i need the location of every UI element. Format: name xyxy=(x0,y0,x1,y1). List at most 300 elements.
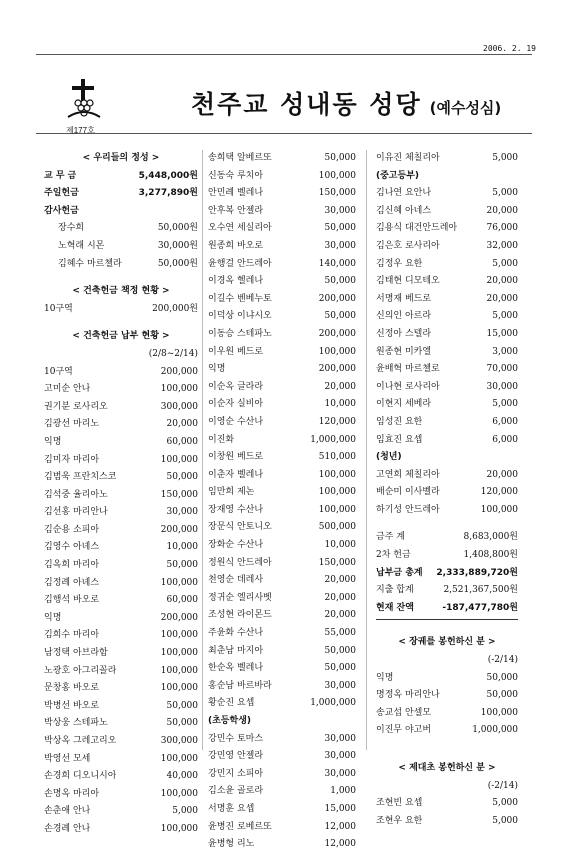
offering-row xyxy=(376,344,518,362)
donation-amount: 100,000 xyxy=(160,823,198,834)
offering-row xyxy=(208,256,356,274)
donor-name: 신의인 아르라 xyxy=(376,311,432,322)
donor-name: 이춘자 벨레나 xyxy=(208,469,264,480)
donation-amount: 1,408,800원 xyxy=(463,550,518,561)
offering-row xyxy=(208,643,356,661)
donor-name: 정귀순 엘리사벳 xyxy=(208,592,272,603)
newsletter-header xyxy=(36,54,532,134)
donation-amount: 100,000 xyxy=(318,504,356,515)
offering-row xyxy=(208,467,356,485)
donor-name: 고연희 체칠리아 xyxy=(376,469,440,480)
donation-amount: 150,000 xyxy=(318,188,356,199)
donation-amount: 100,000 xyxy=(160,753,198,764)
donor-name: 강민수 토마스 xyxy=(208,733,264,744)
offering-row xyxy=(376,256,518,274)
donation-amount: 510,000 xyxy=(318,452,356,463)
donor-name: 윤병진 로베르또 xyxy=(208,821,272,832)
donor-name: 임만희 제논 xyxy=(208,487,255,498)
donor-name: 조성현 라이몬드 xyxy=(208,610,272,621)
offering-row xyxy=(208,519,356,537)
offering-row xyxy=(44,256,198,274)
offering-row xyxy=(208,766,356,784)
offering-row xyxy=(376,795,518,813)
offering-row xyxy=(376,379,518,397)
donor-name: 윤배혁 마르첼로 xyxy=(376,364,440,375)
donation-amount: 50,000 xyxy=(486,672,518,683)
offering-row xyxy=(376,687,518,705)
offering-row xyxy=(208,308,356,326)
donation-amount: 5,000 xyxy=(492,399,518,410)
offering-row xyxy=(376,220,518,238)
spacer xyxy=(376,740,518,750)
donor-name: 조현빈 요셉 xyxy=(376,798,423,809)
offering-row xyxy=(376,238,518,256)
donor-name: 이영순 수산나 xyxy=(208,416,264,427)
donor-name: 현재 잔액 xyxy=(376,602,414,613)
issue-date: 2006. 2. 19 xyxy=(483,44,536,53)
donation-amount: 15,000 xyxy=(486,328,518,339)
divider-line xyxy=(202,150,203,750)
donor-name: 박병선 바오로 xyxy=(44,700,100,711)
donor-name: 장재영 수산나 xyxy=(208,504,264,515)
donation-amount: 5,000 xyxy=(492,311,518,322)
offering-row xyxy=(208,185,356,203)
donor-name: 안후복 안젤라 xyxy=(208,205,264,216)
donor-name: 주일헌금 xyxy=(44,188,79,199)
offering-row xyxy=(208,220,356,238)
date-range-note: (-2/14) xyxy=(487,780,518,791)
donor-name: 교 무 금 xyxy=(44,170,77,181)
offering-row xyxy=(44,698,198,716)
donor-name: 김나연 요안나 xyxy=(376,188,432,199)
donor-name: 이길수 벤베누토 xyxy=(208,293,272,304)
offering-row xyxy=(376,670,518,688)
offering-row xyxy=(376,484,518,502)
offering-row xyxy=(208,238,356,256)
donation-amount: 100,000 xyxy=(318,346,356,357)
spacer xyxy=(44,273,198,283)
donor-name: 10구역 xyxy=(44,303,73,314)
donor-name: 김행석 바오로 xyxy=(44,595,100,606)
donation-amount: 140,000 xyxy=(318,258,356,269)
donor-name: 서명훈 요셉 xyxy=(208,803,255,814)
donor-name: 배순미 이사벨라 xyxy=(376,487,440,498)
donation-amount: 500,000 xyxy=(318,522,356,533)
donation-amount: 1,000 xyxy=(330,786,356,797)
donor-name: 김태현 디모테오 xyxy=(376,276,440,287)
spacer xyxy=(44,318,198,328)
offering-row xyxy=(44,301,198,319)
donor-name: 박상옥 그레고리오 xyxy=(44,736,117,746)
offering-row xyxy=(44,751,198,769)
offering-row xyxy=(44,592,198,610)
offering-row xyxy=(208,836,356,854)
offering-row xyxy=(44,768,198,786)
donation-amount: 5,000 xyxy=(492,798,518,809)
donor-name: 원종현 미카엘 xyxy=(376,346,432,357)
donation-amount: 100,000 xyxy=(480,707,518,718)
offering-row xyxy=(44,557,198,575)
donor-name: 김혜수 마르첼라 xyxy=(58,258,122,269)
offering-row xyxy=(44,821,198,839)
donation-amount: 50,000 xyxy=(324,311,356,322)
spacer xyxy=(376,624,518,634)
offering-row xyxy=(376,582,518,600)
spacer xyxy=(376,750,518,760)
divider-line xyxy=(366,150,367,750)
offering-row xyxy=(208,273,356,291)
offering-row xyxy=(208,801,356,819)
offering-row xyxy=(376,547,518,565)
offering-row xyxy=(376,414,518,432)
donation-amount: 200,000 xyxy=(160,366,198,377)
offering-row xyxy=(208,396,356,414)
offering-row xyxy=(208,291,356,309)
offering-row xyxy=(44,522,198,540)
offering-row xyxy=(376,722,518,740)
donation-amount: 30,000 xyxy=(324,680,356,691)
subsection-heading: (중고등부) xyxy=(376,170,420,181)
offering-row xyxy=(44,220,198,238)
donor-name: 이진무 야고버 xyxy=(376,725,432,736)
donation-amount: 5,000 xyxy=(492,258,518,269)
donation-amount: 1,000,000 xyxy=(472,725,518,736)
donation-amount: 3,000 xyxy=(492,346,518,357)
donation-amount: 1,000,000 xyxy=(310,698,356,709)
offering-row xyxy=(44,381,198,399)
donor-name: 이덕상 이냐시오 xyxy=(208,311,272,322)
donor-name: 손경희 디오니시아 xyxy=(44,771,117,782)
spacer xyxy=(376,519,518,529)
donation-amount: 100,000 xyxy=(160,630,198,641)
donation-amount: 30,000 xyxy=(324,768,356,779)
donation-amount: 5,000 xyxy=(492,153,518,163)
donation-amount: 12,000 xyxy=(324,839,356,850)
date-range-note: (-2/14) xyxy=(487,655,518,666)
donation-amount: 32,000 xyxy=(486,240,518,251)
donor-name: 장화순 수산나 xyxy=(208,540,264,551)
donation-amount: 30,000 xyxy=(486,381,518,392)
donation-amount: 40,000 xyxy=(166,771,198,782)
donor-name: 이현지 세베라 xyxy=(376,399,432,410)
donor-name: 천영순 데레사 xyxy=(208,575,264,586)
offering-row xyxy=(44,399,198,417)
donor-name: 손명옥 마리아 xyxy=(44,788,100,799)
donation-amount: 30,000 xyxy=(324,240,356,251)
donation-amount: 50,000원 xyxy=(157,223,198,234)
offering-row xyxy=(44,168,198,186)
donation-amount: 50,000 xyxy=(166,472,198,483)
donation-amount: 20,000 xyxy=(166,419,198,430)
donation-amount: 20,000 xyxy=(486,293,518,304)
offering-row xyxy=(376,203,518,221)
donation-amount: 30,000 xyxy=(324,733,356,744)
donation-amount: 100,000 xyxy=(318,170,356,181)
divider-rule xyxy=(376,619,518,620)
offering-row xyxy=(208,819,356,837)
donor-name: 이동승 스테파노 xyxy=(208,328,272,339)
donor-name: 노광호 아그리꼴라 xyxy=(44,665,117,676)
offering-row xyxy=(208,326,356,344)
donor-name: 익명 xyxy=(44,612,62,623)
donation-amount: 100,000 xyxy=(160,648,198,659)
donation-amount: 30,000 xyxy=(324,205,356,216)
donation-amount: 10,000 xyxy=(166,542,198,553)
donor-name: 강민영 안젤라 xyxy=(208,751,264,762)
donor-name: 익명 xyxy=(208,364,226,375)
donation-amount: 50,000 xyxy=(324,663,356,674)
donor-name: 송희택 알베르또 xyxy=(208,153,272,163)
offering-row xyxy=(376,361,518,379)
donation-amount: 200,000 xyxy=(160,524,198,535)
donor-name: 이순자 실비아 xyxy=(208,399,264,410)
donor-name: 이진화 xyxy=(208,434,235,445)
donor-name: 박상웅 스테파노 xyxy=(44,718,108,729)
donor-name: 임성진 요한 xyxy=(376,416,423,427)
donor-name: 주윤화 수산나 xyxy=(208,628,264,639)
donation-amount: 70,000 xyxy=(486,364,518,375)
offering-row xyxy=(44,803,198,821)
donation-amount: 60,000 xyxy=(166,595,198,606)
donation-amount: 100,000 xyxy=(160,454,198,465)
donor-name: 최춘남 마지아 xyxy=(208,645,264,656)
donation-amount: 100,000 xyxy=(318,469,356,480)
donor-name: 원종희 바오로 xyxy=(208,240,264,251)
offering-row xyxy=(44,469,198,487)
donation-amount: 100,000 xyxy=(160,384,198,395)
donor-name: 김희수 마리아 xyxy=(44,630,100,641)
church-cross-grapes-icon xyxy=(64,77,104,121)
offering-row xyxy=(208,502,356,520)
donation-amount: 30,000 xyxy=(324,751,356,762)
donation-amount: 50,000 xyxy=(324,153,356,163)
donation-amount: 50,000 xyxy=(166,560,198,571)
offering-row xyxy=(376,291,518,309)
donor-name: 김소윤 골로라 xyxy=(208,786,264,797)
donor-name: 이유진 체칠리아 xyxy=(376,153,440,163)
donation-amount: 50,000원 xyxy=(157,258,198,269)
offering-row xyxy=(208,625,356,643)
donation-amount: 50,000 xyxy=(324,223,356,234)
donation-amount: 55,000 xyxy=(324,628,356,639)
donor-name: 홍순남 바르바라 xyxy=(208,680,272,691)
offering-row xyxy=(376,813,518,831)
donation-amount: 200,000 xyxy=(160,612,198,623)
donation-amount: 20,000 xyxy=(486,205,518,216)
offering-row xyxy=(208,449,356,467)
donor-name: 김선홍 마리안나 xyxy=(44,507,108,518)
offering-row xyxy=(208,344,356,362)
offering-row xyxy=(44,364,198,382)
section-heading: < 건축헌금 납부 현황 > xyxy=(72,331,170,342)
offering-row xyxy=(44,645,198,663)
offering-row xyxy=(208,590,356,608)
donor-name: 오수연 세실리아 xyxy=(208,223,272,234)
offering-row xyxy=(376,308,518,326)
donor-name: 송교섭 안셀모 xyxy=(376,707,432,718)
donation-amount: 50,000 xyxy=(324,645,356,656)
section-heading: < 장궤를 봉헌하신 분 > xyxy=(398,637,496,648)
subsection-heading: (초등학생) xyxy=(208,716,252,726)
offering-row xyxy=(208,695,356,713)
donation-amount: 100,000 xyxy=(160,683,198,694)
donation-amount: 5,000 xyxy=(492,188,518,199)
offering-row xyxy=(376,185,518,203)
donation-amount: 200,000 xyxy=(318,293,356,304)
offering-row xyxy=(376,432,518,450)
donation-amount: 100,000 xyxy=(480,504,518,515)
donor-name: 김정우 요한 xyxy=(376,258,423,269)
offering-row xyxy=(208,607,356,625)
donor-name: 이창원 베드로 xyxy=(208,452,264,463)
donation-amount: 20,000 xyxy=(486,276,518,287)
donor-name: 고미순 안나 xyxy=(44,384,91,395)
donor-name: 손춘애 안나 xyxy=(44,806,91,817)
offering-row xyxy=(208,731,356,749)
donor-name: 황순진 요셉 xyxy=(208,698,255,709)
donation-amount: 10,000 xyxy=(324,399,356,410)
issue-number: 제177호 xyxy=(66,126,95,135)
donation-amount: 50,000 xyxy=(166,700,198,711)
donor-name: 임효진 요셉 xyxy=(376,434,423,445)
offering-row xyxy=(44,452,198,470)
offering-row xyxy=(376,396,518,414)
offering-row xyxy=(376,326,518,344)
donor-name: 하기성 안드레아 xyxy=(376,504,440,515)
donation-amount: 20,000 xyxy=(324,610,356,621)
donation-amount: 100,000 xyxy=(160,577,198,588)
donation-amount: 5,000 xyxy=(492,815,518,826)
donation-amount: 50,000 xyxy=(166,718,198,729)
offering-row xyxy=(208,572,356,590)
offering-row xyxy=(208,537,356,555)
donor-name: 김정례 아녜스 xyxy=(44,577,100,588)
offering-row xyxy=(208,203,356,221)
donation-amount: 2,333,889,720원 xyxy=(436,567,518,578)
offering-row xyxy=(376,529,518,547)
donor-name: 남정택 아브라함 xyxy=(44,648,108,659)
donor-name: 10구역 xyxy=(44,366,73,377)
offering-row xyxy=(44,539,198,557)
offering-row xyxy=(44,715,198,733)
donor-name: 윤병형 리노 xyxy=(208,839,255,850)
offering-row xyxy=(44,185,198,203)
donor-name: 윤행걸 안드레아 xyxy=(208,258,272,269)
donor-name: 김석중 율리아노 xyxy=(44,489,108,500)
donation-amount: 150,000 xyxy=(318,557,356,568)
donor-name: 안민례 벨레나 xyxy=(208,188,264,199)
offering-row xyxy=(208,748,356,766)
donor-name: 김은호 로사리아 xyxy=(376,240,440,251)
subsection-heading: (청년) xyxy=(376,452,402,463)
donation-amount: -187,477,780원 xyxy=(442,602,518,613)
offering-row xyxy=(44,487,198,505)
donor-name: 익명 xyxy=(44,436,62,447)
offering-row xyxy=(44,680,198,698)
offering-row xyxy=(44,786,198,804)
donation-amount: 20,000 xyxy=(486,469,518,480)
donation-amount: 120,000 xyxy=(480,487,518,498)
donor-name: 김미자 마리아 xyxy=(44,454,100,465)
offering-row xyxy=(208,150,356,168)
offering-row xyxy=(208,484,356,502)
donor-name: 김영수 아녜스 xyxy=(44,542,100,553)
offering-column-3 xyxy=(376,150,518,830)
donation-amount: 150,000 xyxy=(160,489,198,500)
offering-row xyxy=(376,150,518,168)
donor-name: 한순옥 벨레나 xyxy=(208,663,264,674)
donor-name: 장수희 xyxy=(58,223,85,234)
title-main: 천주교 성내동 성당 xyxy=(191,90,422,119)
donation-amount: 15,000 xyxy=(324,803,356,814)
donor-name: 김옥희 마리아 xyxy=(44,560,100,571)
offering-row xyxy=(44,504,198,522)
donor-name: 강민지 소피아 xyxy=(208,768,264,779)
donation-amount: 20,000 xyxy=(324,592,356,603)
offering-row xyxy=(376,502,518,520)
donation-amount: 300,000 xyxy=(160,736,198,746)
offering-row xyxy=(376,273,518,291)
donor-name: 장문식 안토니오 xyxy=(208,522,272,533)
donor-name: 김순용 소피아 xyxy=(44,524,100,535)
donation-amount: 1,000,000 xyxy=(310,434,356,445)
donor-name: 조현우 요한 xyxy=(376,815,423,826)
offering-row xyxy=(376,565,518,583)
offering-row xyxy=(44,416,198,434)
donor-name: 박영선 모세 xyxy=(44,753,91,764)
offering-row xyxy=(44,434,198,452)
donation-amount: 200,000 xyxy=(318,364,356,375)
offering-row xyxy=(208,432,356,450)
donation-amount: 100,000 xyxy=(318,487,356,498)
section-heading: < 제대초 봉헌하신 분 > xyxy=(398,763,496,773)
offering-row xyxy=(208,678,356,696)
donation-amount: 30,000 xyxy=(166,507,198,518)
donor-name: 권기분 로사리오 xyxy=(44,401,108,412)
donor-name: 이우원 베드로 xyxy=(208,346,264,357)
donation-amount: 3,277,890원 xyxy=(138,188,198,199)
donor-name: 익명 xyxy=(376,672,394,683)
offering-row xyxy=(44,733,198,751)
donor-name: 손경례 안나 xyxy=(44,823,91,834)
donation-amount: 20,000 xyxy=(324,575,356,586)
offering-row xyxy=(44,575,198,593)
donation-amount: 300,000 xyxy=(160,401,198,412)
donation-amount: 200,000원 xyxy=(152,303,198,314)
donation-amount: 5,448,000원 xyxy=(138,170,198,181)
donor-name: 정원식 안드레아 xyxy=(208,557,272,568)
offering-row xyxy=(376,600,518,618)
donation-amount: 50,000 xyxy=(486,690,518,701)
donation-amount: 2,521,367,500원 xyxy=(443,585,518,596)
donation-amount: 6,000 xyxy=(492,416,518,427)
title-subtitle: (예수성심) xyxy=(429,99,502,117)
offering-row xyxy=(44,610,198,628)
offering-row xyxy=(44,663,198,681)
parish-title xyxy=(191,85,501,121)
donation-amount: 100,000 xyxy=(160,788,198,799)
donor-name: 신동숙 루치아 xyxy=(208,170,264,181)
donor-name: 신정아 스텔라 xyxy=(376,328,432,339)
section-heading: < 건축헌금 책정 현황 > xyxy=(72,286,170,297)
donor-name: 납부금 총계 xyxy=(376,567,423,578)
donor-name: 서명재 베드로 xyxy=(376,293,432,304)
donor-name: 김범욱 프란치스코 xyxy=(44,472,117,483)
section-heading: < 우리들의 정성 > xyxy=(82,153,160,163)
donor-name: 이경옥 헬레나 xyxy=(208,276,264,287)
donation-amount: 6,000 xyxy=(492,434,518,445)
donor-name: 노혁래 시몬 xyxy=(58,240,105,251)
